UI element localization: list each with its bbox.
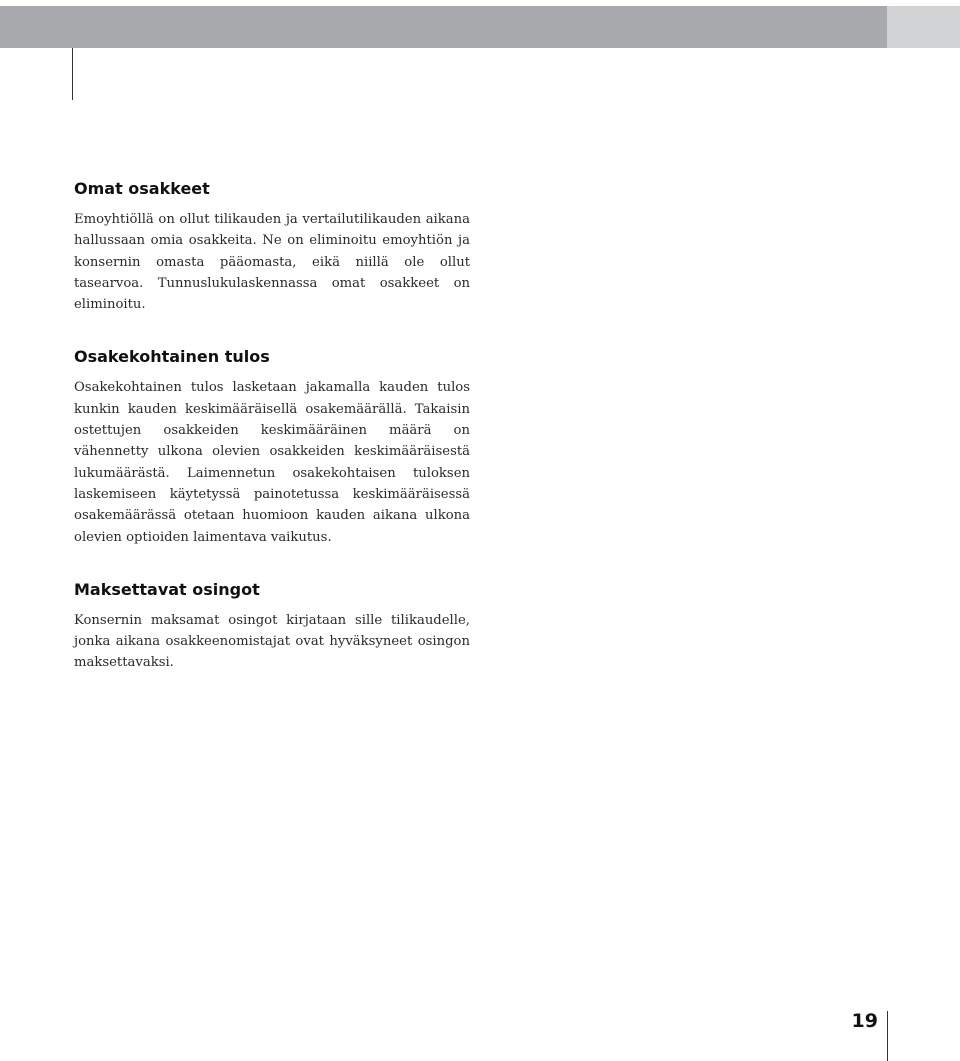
section-body: Osakekohtainen tulos lasketaan jakamalla kauden tulos kunkin kauden keskimääräisellä osakemäärällä. Takaisin ostettujen osakkeiden keskimääräinen määrä on vähennetty ulkona olevien osakkeiden keskimääräisestä lukumäärästä. Laimennetun osakekohtaisen tuloksen laskemiseen käytetyssä painotetussa keskimääräisessä osakemäärässä otetaan huomioon kauden aikana ulkona olevien optioiden laimentava vaikutus. (74, 380, 470, 545)
section-osakekohtainen-tulos (74, 346, 470, 547)
section-body: Konsernin maksamat osingot kirjataan sille tilikaudelle, jonka aikana osakkeenomistajat ovat hyväksyneet osingon maksettavaksi. (74, 612, 470, 671)
section-omat-osakkeet (74, 178, 470, 315)
section-body: Emoyhtiöllä on ollut tilikauden ja vertailutilikauden aikana hallussaan omia osakkeita. Ne on eliminoitu emoyhtiön ja konsernin omasta pääomasta, eikä niillä ole ollut tasearvoa. Tunnuslukulaskennassa omat osakkeet on eliminoitu. (74, 212, 470, 313)
margin-rule-top (72, 48, 73, 100)
page-content (74, 178, 470, 705)
header-band-accent (887, 6, 960, 48)
section-heading: Maksettavat osingot (74, 579, 260, 599)
page-number: 19 (851, 1010, 878, 1032)
section-maksettavat-osingot (74, 579, 470, 674)
section-heading: Osakekohtainen tulos (74, 347, 270, 367)
section-heading: Omat osakkeet (74, 179, 210, 198)
header-band (0, 6, 887, 48)
margin-rule-bottom (887, 1011, 888, 1061)
